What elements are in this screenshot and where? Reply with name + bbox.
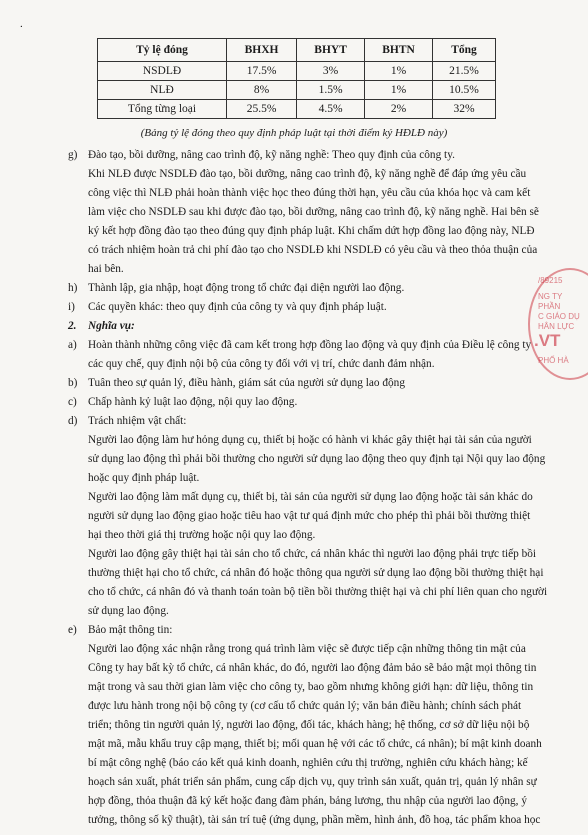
text-line: Chấp hành kỷ luật lao động, nội quy lao động. bbox=[88, 396, 298, 408]
text-line: Tuân theo sự quản lý, điều hành, giám sát của người sử dụng lao động bbox=[88, 377, 405, 389]
text-line: Người lao động làm mất dụng cụ, thiết bị, tài sản của người sử dụng lao động hoặc tài sản khác do bbox=[88, 491, 533, 503]
text-line: Công ty hay bất kỳ tổ chức, cá nhân khác, do đó, người lao động đảm bảo sẽ bảo mật mọi thông tin bbox=[88, 662, 537, 674]
seal-text: NG TY bbox=[538, 292, 563, 301]
table-cell: 3% bbox=[297, 62, 365, 81]
table-header-cell: BHXH bbox=[227, 39, 297, 62]
text-line: Các quyền khác: theo quy định của công ty và quy định pháp luật. bbox=[88, 301, 387, 313]
table-cell: 21.5% bbox=[432, 62, 495, 81]
text-line: công việc thì NLĐ phải hoàn thành việc học theo đúng thời hạn, yêu cầu của khóa học và cam kết bbox=[88, 187, 531, 199]
table-cell: 1.5% bbox=[297, 81, 365, 100]
text-line: Khi NLĐ được NSDLĐ đào tạo, bồi dưỡng, nâng cao trình độ, kỹ năng nghề để đáp ứng yêu cầu bbox=[88, 168, 527, 180]
seal-text: C GIÁO DỤ bbox=[538, 312, 580, 321]
table-cell: 2% bbox=[365, 100, 433, 119]
text-line: được lưu hành trong nội bộ công ty (cơ cấu tổ chức quản lý; văn bản điều hành; chính sách phát bbox=[88, 700, 522, 712]
list-marker: i) bbox=[68, 301, 75, 313]
list-marker: e) bbox=[68, 624, 77, 636]
text-line: sử dụng lao động. bbox=[88, 605, 169, 617]
page-dot-mark: . bbox=[20, 18, 23, 30]
text-line: Hoàn thành những công việc đã cam kết trong hợp đồng lao động và quy định của Điều lệ công ty bbox=[88, 339, 532, 351]
text-line: Trách nhiệm vật chất: bbox=[88, 415, 187, 427]
table-cell: NLĐ bbox=[98, 81, 227, 100]
table-cell: NSDLĐ bbox=[98, 62, 227, 81]
text-line: sử dụng lao động thì phải bồi thường cho người sử dụng lao động theo quy định tại Nội quy lao động bbox=[88, 453, 546, 465]
table-cell: 17.5% bbox=[227, 62, 297, 81]
text-line: mật mã, mẫu khẩu truy cập mạng, thiết bị; mối quan hệ với các tổ chức, cá nhân); bí mật kinh doanh bbox=[88, 738, 542, 750]
text-line: hai bên. bbox=[88, 263, 124, 275]
text-line: làm việc cho NSDLĐ sau khi được đào tạo, bồi dưỡng, nâng cao trình độ, kỹ năng nghề. Hai bên sẽ bbox=[88, 206, 539, 218]
list-marker: b) bbox=[68, 377, 78, 389]
table-header-cell: BHYT bbox=[297, 39, 365, 62]
text-line: Đào tạo, bồi dưỡng, nâng cao trình độ, kỹ năng nghề: Theo quy định của công ty. bbox=[88, 149, 455, 161]
list-marker: a) bbox=[68, 339, 77, 351]
table-cell: Tổng từng loại bbox=[98, 100, 227, 119]
text-line: Người lao động xác nhận rằng trong quá trình làm việc sẽ được tiếp cận những thông tin mật của bbox=[88, 643, 526, 655]
text-line: Nghĩa vụ: bbox=[88, 320, 135, 332]
text-line: mật trong và sau thời gian làm việc cho công ty, bao gồm nhưng không giới hạn: dữ liệu, thông tin bbox=[88, 681, 534, 693]
text-line: ký kết hợp đồng đào tạo theo đúng quy định pháp luật. Khi chấm dứt hợp đồng lao động này, NLĐ bbox=[88, 225, 535, 237]
text-line: Bảo mật thông tin: bbox=[88, 624, 173, 636]
list-marker: g) bbox=[68, 149, 78, 161]
table-cell: 8% bbox=[227, 81, 297, 100]
list-marker: d) bbox=[68, 415, 78, 427]
table-cell: 1% bbox=[365, 81, 433, 100]
table-cell: 25.5% bbox=[227, 100, 297, 119]
table-row bbox=[98, 81, 496, 100]
table-header-cell: Tổng bbox=[432, 39, 495, 62]
table-cell: 1% bbox=[365, 62, 433, 81]
seal-text: .VT bbox=[534, 331, 561, 350]
text-line: các quy chế, quy định nội bộ của công ty đối với vị trí, chức danh đảm nhận. bbox=[88, 358, 435, 370]
table-caption: (Bảng tỷ lệ đóng theo quy định pháp luật tại thời điểm ký HĐLĐ này) bbox=[140, 127, 448, 139]
text-line: Người lao động làm hư hỏng dụng cụ, thiết bị hoặc có hành vi khác gây thiệt hại tài sản của người bbox=[88, 434, 532, 446]
text-line: triển; thông tin người quản lý, người lao động, đối tác, khách hàng; hệ thống, cơ sở dữ liệu nội bộ bbox=[88, 719, 530, 731]
table-cell: 32% bbox=[432, 100, 495, 119]
list-marker: 2. bbox=[68, 320, 77, 332]
text-line: bí mật công nghệ (báo cáo kết quả kinh doanh, nghiên cứu thị trường, nghiên cứu khách hàng; kế bbox=[88, 757, 528, 769]
list-marker: h) bbox=[68, 282, 78, 294]
text-line: người sử dụng lao động giao hoặc tiêu hao vật tư quá định mức cho phép thì phải bồi thường thiệt bbox=[88, 510, 531, 522]
insurance-rate-table bbox=[97, 38, 496, 119]
text-line: Người lao động gây thiệt hại tài sản cho tổ chức, cá nhân khác thì người lao động phải trực tiếp bồi bbox=[88, 548, 537, 560]
seal-text: PHẦN bbox=[538, 302, 561, 311]
table-cell: 4.5% bbox=[297, 100, 365, 119]
text-line: Thành lập, gia nhập, hoạt động trong tổ chức đại diện người lao động. bbox=[88, 282, 405, 294]
text-line: cho tổ chức, cá nhân đó và thanh toán toàn bộ tiền bồi thường thiệt hại và chi phí liên quan cho người bbox=[88, 586, 548, 598]
text-line: hoạch sản xuất, phát triển sản phẩm, cung cấp dịch vụ, quy trình sản xuất, quản trị, quản lý nhân sự bbox=[88, 776, 537, 788]
list-marker: c) bbox=[68, 396, 77, 408]
text-line: hại theo thời giá thị trường hoặc nội quy lao động. bbox=[88, 529, 316, 541]
table-header-cell: BHTN bbox=[365, 39, 433, 62]
seal-text: HÂN LỰC bbox=[538, 322, 575, 331]
text-line: thường thiệt hại cho tổ chức, cá nhân đó hoặc thông qua người sử dụng lao động bồi thường thiệt hại bbox=[88, 567, 544, 579]
table-cell: 10.5% bbox=[432, 81, 495, 100]
table-row bbox=[98, 62, 496, 81]
table-header-row bbox=[98, 39, 496, 62]
text-line: tưởng, thông số kỹ thuật), tài sản trí tuệ (ứng dụng, phần mềm, hình ảnh, đồ hoạ, tác phẩm khoa học bbox=[88, 814, 541, 826]
text-line: hợp đồng, thỏa thuận đã ký kết hoặc đang đàm phán, bảng lương, thu nhập của người lao động, ý bbox=[88, 795, 527, 807]
table-header-cell: Tỷ lệ đóng bbox=[98, 39, 227, 62]
seal-text: /89215 bbox=[538, 276, 563, 285]
table-row bbox=[98, 100, 496, 119]
seal-text: PHỐ HÀ bbox=[538, 356, 569, 365]
text-line: có trách nhiệm hoàn trả chi phí đào tạo cho NSDLĐ khi NSDLĐ có yêu cầu và theo thỏa thuận của bbox=[88, 244, 538, 256]
text-line: hoặc quy định pháp luật. bbox=[88, 472, 200, 484]
